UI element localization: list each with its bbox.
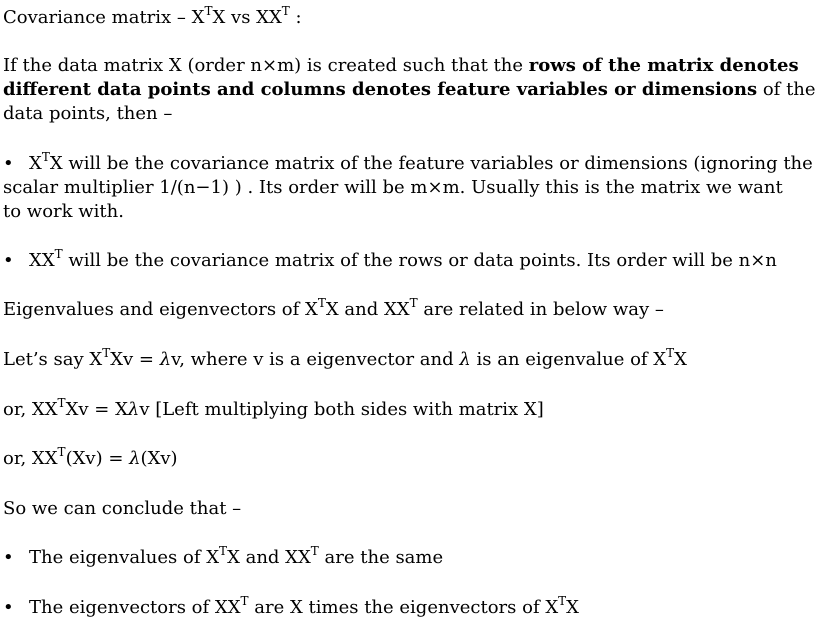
lambda-symbol: λ: [159, 349, 172, 370]
bullet2-text-b: will be the covariance matrix of the rows or data points. Its order will be n×n: [62, 250, 777, 271]
bullet-item-xtx-line-3: [3, 200, 124, 225]
bullet3-text-b: X and XX: [227, 547, 311, 568]
eq2-text-a: or, XX: [3, 399, 58, 420]
heading-title: [3, 6, 302, 31]
bullet4-text-a: The eigenvectors of XX: [29, 597, 241, 618]
title-text-b: X vs XX: [212, 7, 282, 28]
eq1-text-e: X: [674, 349, 687, 370]
intro-text: If the data matrix X (order n×m) is created such that the: [3, 55, 529, 76]
eq3-text-a: or, XX: [3, 448, 58, 469]
eq3-text-c: (Xv): [140, 448, 178, 469]
bullet-icon: •: [3, 547, 14, 568]
intro-text-2: of the: [757, 79, 816, 100]
bullet-icon: •: [3, 250, 14, 271]
bullet4-text-b: are X times the eigenvectors of X: [248, 597, 559, 618]
conclude-text: So we can conclude that –: [3, 498, 242, 519]
bullet-item-xtx-line-2: [3, 176, 783, 201]
intro-text-3: data points, then –: [3, 103, 173, 124]
intro-bold-text-2: different data points and columns denotes feature variables or dimensions: [3, 79, 758, 100]
eq3-sup: T: [57, 445, 66, 459]
title-text-a: Covariance matrix – X: [3, 7, 205, 28]
bullet4-text-c: X: [566, 597, 579, 618]
eigen-intro-text-c: are related in below way –: [417, 299, 664, 320]
eigen-intro-sup-1: T: [317, 296, 326, 310]
equation-or-2: [3, 447, 178, 472]
eigen-intro-text-a: Eigenvalues and eigenvectors of X: [3, 299, 318, 320]
lambda-symbol: λ: [129, 448, 141, 469]
bullet3-sup-1: T: [219, 544, 228, 558]
bullet-icon: •: [3, 153, 14, 174]
bullet4-sup-1: T: [240, 594, 249, 608]
eq1-text-a: Let’s say X: [3, 349, 103, 370]
eq1-text-c: v, where v is a eigenvector and: [171, 349, 460, 370]
bullet-item-eigenvalues: [3, 546, 443, 571]
eq2-text-c: v [Left multiplying both sides with matrix X]: [139, 399, 544, 420]
eigen-intro-line: [3, 298, 664, 323]
bullet1-text-line2: scalar multiplier 1/(n−1) ) . Its order will be m×m. Usually this is the matrix we want: [3, 177, 783, 198]
intro-line-3: [3, 102, 172, 127]
bullet1-text-line3: to work with.: [3, 201, 124, 222]
bullet-icon: •: [3, 597, 14, 618]
equation-or-1: [3, 398, 544, 423]
eq1-sup-2: T: [666, 346, 675, 360]
bullet1-text-b: X will be the covariance matrix of the feature variables or dimensions (ignoring the: [49, 153, 813, 174]
bullet-item-xtx: [3, 152, 813, 177]
bullet3-text-c: are the same: [318, 547, 444, 568]
bullet2-text-a: XX: [29, 250, 55, 271]
eigen-intro-text-b: X and XX: [325, 299, 410, 320]
bullet3-text-a: The eigenvalues of X: [29, 547, 220, 568]
conclude-line: [3, 497, 241, 522]
bullet3-sup-2: T: [310, 544, 319, 558]
eq1-text-d: is an eigenvalue of X: [470, 349, 667, 370]
intro-bold-text: rows of the matrix denotes: [528, 55, 799, 76]
equation-lets-say: [3, 348, 687, 373]
bullet1-sup: T: [41, 150, 50, 164]
eq1-sup: T: [102, 346, 111, 360]
title-text-c: :: [289, 7, 302, 28]
title-sup-1: T: [204, 4, 213, 18]
bullet-item-eigenvectors: [3, 596, 579, 621]
eq3-text-b: (Xv) =: [65, 448, 130, 469]
intro-line-2: [3, 78, 816, 103]
bullet2-sup: T: [54, 247, 63, 261]
bullet-item-xxt: [3, 249, 777, 274]
bullet4-sup-2: T: [558, 594, 567, 608]
bullet1-text-a: X: [29, 153, 42, 174]
lambda-symbol: λ: [459, 349, 471, 370]
eq2-text-b: Xv = X: [65, 399, 128, 420]
title-sup-2: T: [281, 4, 290, 18]
lambda-symbol: λ: [127, 399, 140, 420]
intro-line-1: [3, 54, 799, 79]
eigen-intro-sup-2: T: [409, 296, 418, 310]
eq1-text-b: Xv =: [110, 349, 160, 370]
eq2-sup: T: [57, 396, 66, 410]
